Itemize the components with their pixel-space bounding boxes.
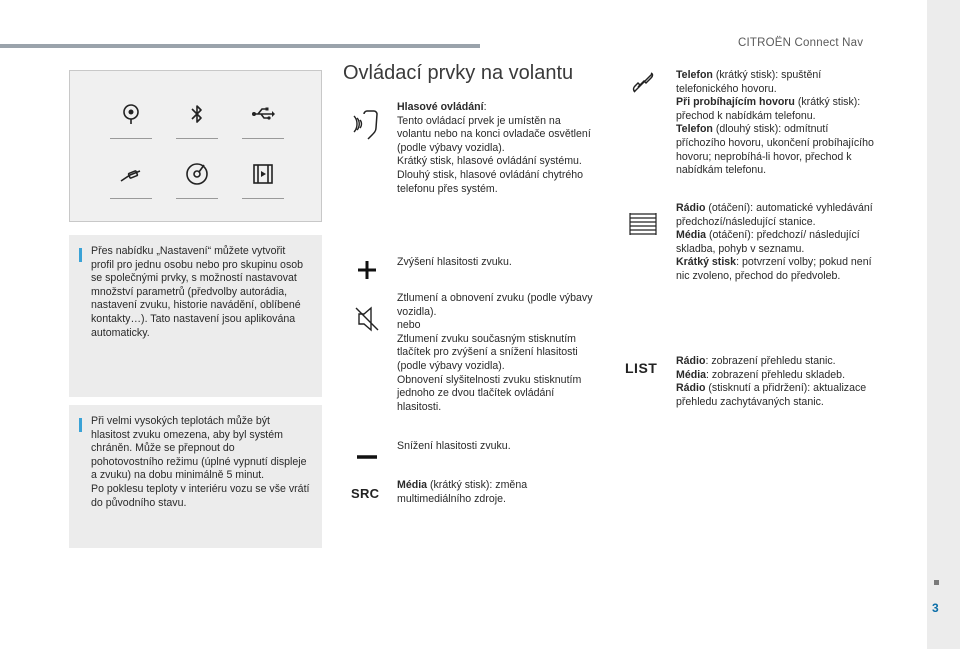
bold-term: Média <box>676 368 707 381</box>
list-text <box>676 355 876 409</box>
description-text: (dlouhý stisk): odmítnutí příchozího hovoru, ukončení probíhajícího hovoru; neprobíhá-li hovor, přechod k nabídkám telefonu. <box>676 123 874 177</box>
voice-control-text: Hlasové ovládání: Tento ovládací prvek je umístěn na volantu nebo na konci ovladače osvětlení (podle výbavy vozidla). Krátký stisk, hlasové ovládání systému. Dlouhý stisk, hlasové ovládání chytrého telefonu přes systém. <box>397 101 591 195</box>
info-bar <box>79 248 82 262</box>
phone-text <box>676 69 876 178</box>
src-button-label: SRC <box>351 486 380 501</box>
note-text: Přes nabídku „Nastavení“ můžete vytvořit profil pro jednu osobu nebo pro skupinu osob se společnými prvky, s možností nastavovat množství parametrů (předvolby autorádia, nastavení zvuku, historie navádění, oblíbené kontakty…). Tato nastavení jsou aplikována automaticky. <box>91 245 304 339</box>
description-text: (krátký stisk): spuštění telefonického hovoru. <box>676 69 822 95</box>
src-text: Média (krátký stisk): změna multimediálního zdroje. <box>397 479 528 505</box>
description-text: (krátký stisk): přechod k nabídkám telefonu. <box>676 96 861 122</box>
bold-term: Při probíhajícím hovoru <box>676 96 795 109</box>
info-note-profiles <box>69 235 322 397</box>
description-text: : zobrazení přehledu skladeb. <box>706 368 846 381</box>
mute-text: Ztlumení a obnovení zvuku (podle výbavy vozidla). nebo Ztlumení zvuku současným stisknutím tlačítek pro zvýšení a snížení hlasitosti (podle výbavy vozidla). Obnovení slyšitelnosti zvuku stisknutím jednoho ze dvou tlačítek ovládání hlasitosti. <box>397 292 593 413</box>
description-text: : potvrzení volby; pokud není nic zvoleno, přechod do předvoleb. <box>676 256 872 282</box>
navigation-icon <box>114 97 148 131</box>
bold-term: Krátký stisk <box>676 256 737 269</box>
page-side-strip <box>927 0 960 649</box>
cd-icon <box>180 157 214 191</box>
note-text: Při velmi vysokých teplotách může být hlasitost zvuku omezena, aby byl systém chráněn. Může se přepnout do pohotovostního režimu (úplné vypnutí displeje a zvuku) na dobu minimálně 5 minut. Po poklesu teploty v interiéru vozu se vše vrátí do původního stavu. <box>91 415 310 509</box>
aux-cable-icon <box>114 157 148 191</box>
thumbwheel-icon <box>627 211 659 239</box>
description-text: (otáčení): předchozí/ následující skladba, pohyb v seznamu. <box>676 229 860 255</box>
brand-name: CITROËN Connect Nav <box>738 37 864 49</box>
info-note-temperature <box>69 405 322 548</box>
list-button-label: LIST <box>625 360 658 376</box>
description-text: : zobrazení přehledu stanic. <box>705 355 836 367</box>
section-title: Ovládací prvky na volantu <box>343 62 574 84</box>
bluetooth-icon <box>180 97 214 131</box>
phone-icon <box>630 70 656 96</box>
description-text: (otáčení): automatické vyhledávání předchozí/následující stanice. <box>676 202 873 228</box>
description-text: (stisknutí a přidržení): aktualizace přehledu zachytávaných stanic. <box>676 382 867 408</box>
bold-term: Rádio <box>676 202 706 214</box>
bold-term: Média <box>676 229 707 242</box>
voice-control-icon <box>352 108 380 142</box>
thumbwheel-text <box>676 202 876 284</box>
volume-down-icon <box>355 448 379 456</box>
src-head: Média <box>397 479 428 491</box>
volume-up-text: Zvýšení hlasitosti zvuku. <box>397 256 512 268</box>
info-bar <box>79 418 82 432</box>
mute-icon <box>354 304 380 334</box>
page-number: 3 <box>932 601 939 615</box>
volume-down-text: Snížení hlasitosti zvuku. <box>397 440 511 452</box>
bold-term: Telefon <box>676 123 713 136</box>
voice-control-head: Hlasové ovládání <box>397 101 484 113</box>
source-icons-panel <box>69 70 322 222</box>
volume-up-icon <box>355 258 379 282</box>
bold-term: Telefon <box>676 69 713 81</box>
header-rule <box>0 44 480 48</box>
usb-icon <box>246 97 280 131</box>
bold-term: Rádio <box>676 382 706 395</box>
video-icon <box>246 157 280 191</box>
bold-term: Rádio <box>676 355 706 367</box>
page-marker <box>934 580 939 585</box>
